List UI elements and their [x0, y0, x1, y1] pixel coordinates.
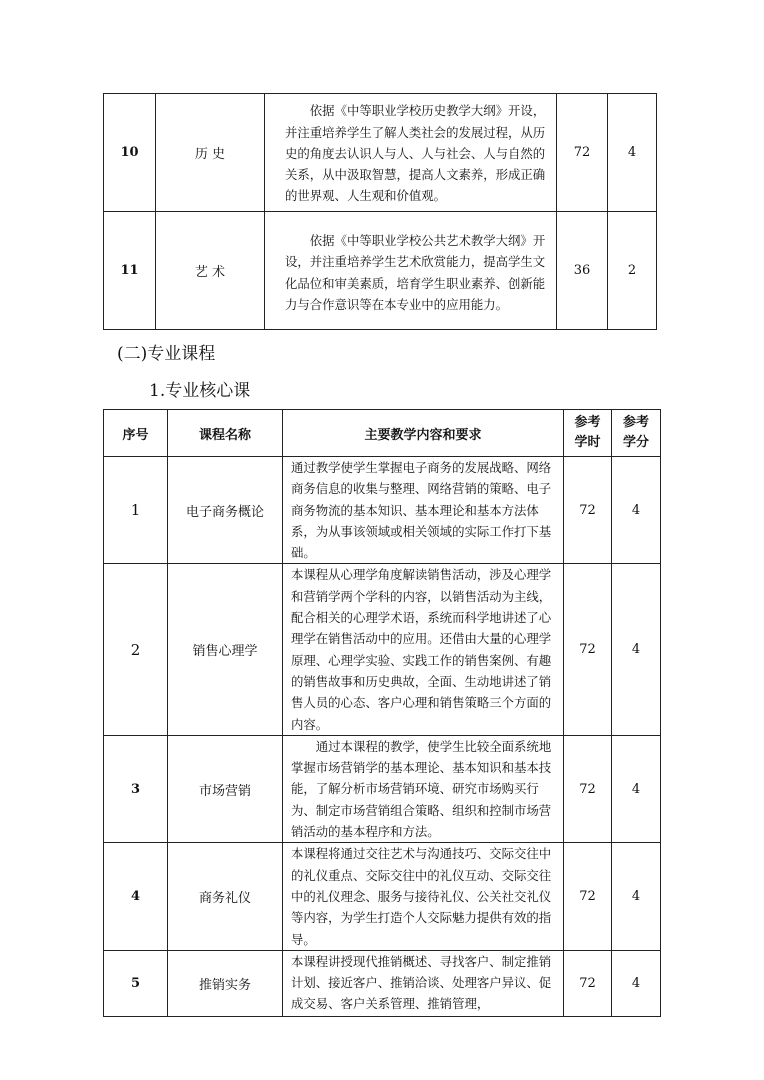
subsection-heading: 1.专业核心课: [149, 381, 251, 401]
table-row: [104, 843, 661, 950]
table-row: [104, 457, 661, 564]
course-credits: 2: [608, 212, 657, 330]
table-row: [104, 94, 657, 212]
row-number: 1: [104, 457, 168, 564]
row-number: 5: [104, 950, 168, 1016]
header-credits: 参考学分: [612, 410, 661, 457]
course-hours: 72: [557, 94, 608, 212]
course-hours: 36: [557, 212, 608, 330]
course-description: 本课程讲授现代推销概述、寻找客户、制定推销计划、接近客户、推销洽谈、处理客户异议、促成交易、客户关系管理、推销管理，: [283, 950, 564, 1016]
course-name: 推销实务: [168, 950, 283, 1016]
course-credits: 4: [612, 950, 661, 1016]
course-description: 依据《中等职业学校公共艺术教学大纲》开设，并注重培养学生艺术欣赏能力，提高学生文化品位和审美素质，培育学生职业素养、创新能力与合作意识等在本专业中的应用能力。: [265, 212, 557, 330]
course-name: 电子商务概论: [168, 457, 283, 564]
course-hours: 72: [564, 735, 612, 842]
header-description: 主要教学内容和要求: [283, 410, 564, 457]
course-name: 艺 术: [156, 212, 265, 330]
course-description: 本课程将通过交往艺术与沟通技巧、交际交往中的礼仪重点、交际交往中的礼仪互动、交际交往中的礼仪理念、服务与接待礼仪、公关社交礼仪等内容，为学生打造个人交际魅力提供有效的指导。: [283, 843, 564, 950]
course-description: 依据《中等职业学校历史教学大纲》开设，并注重培养学生了解人类社会的发展过程，从历史的角度去认识人与人、人与社会、人与自然的关系，从中汲取智慧，提高人文素养，形成正确的世界观、人生观和价值观。: [265, 94, 557, 212]
course-credits: 4: [608, 94, 657, 212]
row-number: 2: [104, 564, 168, 735]
header-course-name: 课程名称: [168, 410, 283, 457]
header-hours: 参考学时: [564, 410, 612, 457]
course-credits: 4: [612, 843, 661, 950]
top-course-table: [103, 93, 657, 330]
course-description: 本课程从心理学角度解读销售活动，涉及心理学和营销学两个学科的内容，以销售活动为主线，配合相关的心理学术语，系统而科学地讲述了心理学在销售活动中的应用。还借由大量的心理学原理、心理学实验、实践工作的销售案例、有趣的销售故事和历史典故，全面、生动地讲述了销售人员的心态、客户心理和销售策略三个方面的内容。: [283, 564, 564, 735]
course-hours: 72: [564, 457, 612, 564]
header-number: 序号: [104, 410, 168, 457]
core-course-table: [103, 409, 661, 1017]
course-credits: 4: [612, 457, 661, 564]
table-row: [104, 735, 661, 842]
course-hours: 72: [564, 564, 612, 735]
row-number: 4: [104, 843, 168, 950]
table-row: [104, 212, 657, 330]
course-name: 历 史: [156, 94, 265, 212]
course-name: 销售心理学: [168, 564, 283, 735]
course-name: 商务礼仪: [168, 843, 283, 950]
table-row: [104, 564, 661, 735]
course-description: 通过本课程的教学，使学生比较全面系统地掌握市场营销学的基本理论、基本知识和基本技能，了解分析市场营销环境、研究市场购买行为、制定市场营销组合策略、组织和控制市场营销活动的基本程序和方法。: [283, 735, 564, 842]
course-credits: 4: [612, 735, 661, 842]
course-description: 通过教学使学生掌握电子商务的发展战略、网络商务信息的收集与整理、网络营销的策略、电子商务物流的基本知识、基本理论和基本方法体系，为从事该领域或相关领域的实际工作打下基础。: [283, 457, 564, 564]
course-name: 市场营销: [168, 735, 283, 842]
section-heading: (二)专业课程: [117, 344, 216, 364]
row-number: 11: [104, 212, 156, 330]
row-number: 3: [104, 735, 168, 842]
table-row: [104, 950, 661, 1016]
course-hours: 72: [564, 950, 612, 1016]
course-hours: 72: [564, 843, 612, 950]
table-header-row: [104, 410, 661, 457]
course-credits: 4: [612, 564, 661, 735]
row-number: 10: [104, 94, 156, 212]
